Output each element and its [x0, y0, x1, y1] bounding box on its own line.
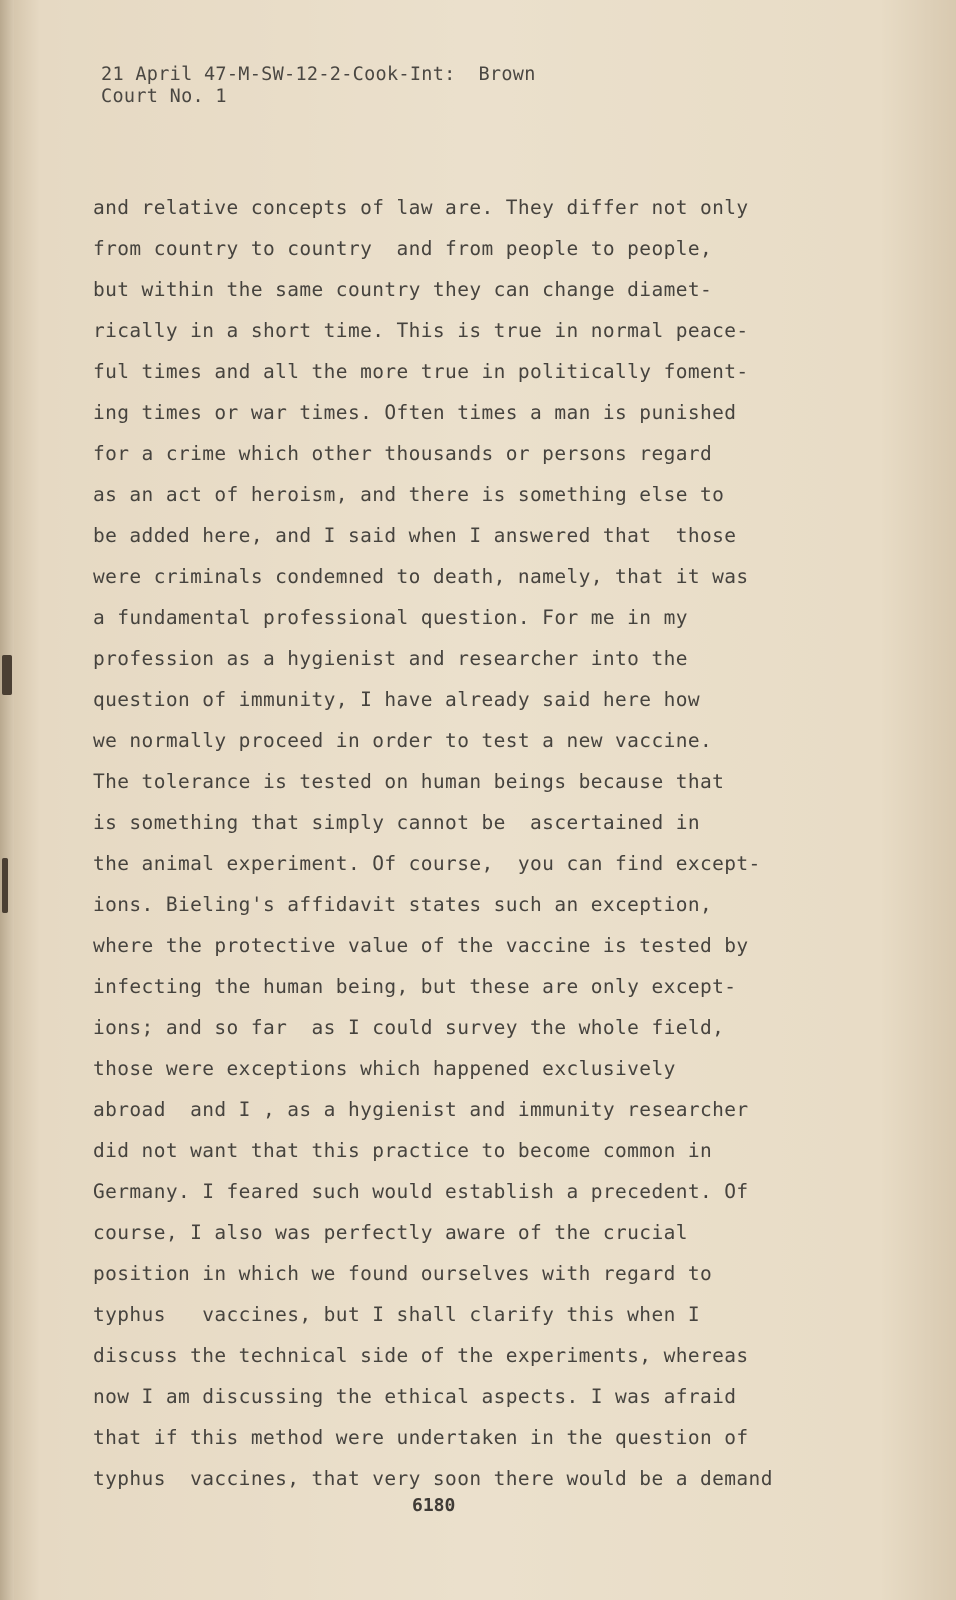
- transcript-line: those were exceptions which happened exclusively: [93, 1057, 676, 1080]
- transcript-line: ing times or war times. Often times a man is punished: [93, 401, 737, 424]
- transcript-line: were criminals condemned to death, namely, that it was: [93, 565, 749, 588]
- document-header: [101, 64, 536, 108]
- transcript-line: but within the same country they can change diamet-: [93, 278, 713, 301]
- transcript-line: from country to country and from people to people,: [93, 237, 713, 260]
- page-left-edge: [0, 0, 14, 1600]
- transcript-line: infecting the human being, but these are only except-: [93, 975, 737, 998]
- transcript-line: course, I also was perfectly aware of the crucial: [93, 1221, 688, 1244]
- transcript-line: The tolerance is tested on human beings because that: [93, 770, 725, 793]
- transcript-line: for a crime which other thousands or persons regard: [93, 442, 713, 465]
- paper-tear-mark: [2, 655, 12, 695]
- transcript-line: a fundamental professional question. For me in my: [93, 606, 688, 629]
- transcript-line: rically in a short time. This is true in normal peace-: [93, 319, 749, 342]
- transcript-line: is something that simply cannot be ascertained in: [93, 811, 700, 834]
- transcript-body: [93, 187, 793, 1499]
- transcript-line: where the protective value of the vaccine is tested by: [93, 934, 749, 957]
- page-number: 6180: [412, 1495, 456, 1516]
- transcript-line: ions; and so far as I could survey the whole field,: [93, 1016, 725, 1039]
- transcript-line: we normally proceed in order to test a new vaccine.: [93, 729, 713, 752]
- transcript-line: and relative concepts of law are. They differ not only: [93, 196, 749, 219]
- transcript-line: the animal experiment. Of course, you can find except-: [93, 852, 761, 875]
- transcript-line: that if this method were undertaken in the question of: [93, 1426, 749, 1449]
- transcript-line: now I am discussing the ethical aspects. I was afraid: [93, 1385, 737, 1408]
- transcript-line: as an act of heroism, and there is something else to: [93, 483, 725, 506]
- transcript-line: ful times and all the more true in politically foment-: [93, 360, 749, 383]
- transcript-line: discuss the technical side of the experiments, whereas: [93, 1344, 749, 1367]
- transcript-line: Germany. I feared such would establish a precedent. Of: [93, 1180, 749, 1203]
- header-citation-line: 21 April 47-M-SW-12-2-Cook-Int: Brown: [101, 64, 536, 85]
- transcript-line: position in which we found ourselves with regard to: [93, 1262, 713, 1285]
- transcript-line: typhus vaccines, that very soon there would be a demand: [93, 1467, 773, 1490]
- header-court-line: Court No. 1: [101, 86, 227, 107]
- transcript-line: be added here, and I said when I answered that those: [93, 524, 737, 547]
- paper-tear-mark: [2, 858, 8, 913]
- transcript-line: question of immunity, I have already said here how: [93, 688, 700, 711]
- transcript-line: ions. Bieling's affidavit states such an exception,: [93, 893, 713, 916]
- transcript-line: did not want that this practice to become common in: [93, 1139, 713, 1162]
- transcript-line: typhus vaccines, but I shall clarify this when I: [93, 1303, 700, 1326]
- transcript-line: profession as a hygienist and researcher into the: [93, 647, 688, 670]
- transcript-line: abroad and I , as a hygienist and immunity researcher: [93, 1098, 749, 1121]
